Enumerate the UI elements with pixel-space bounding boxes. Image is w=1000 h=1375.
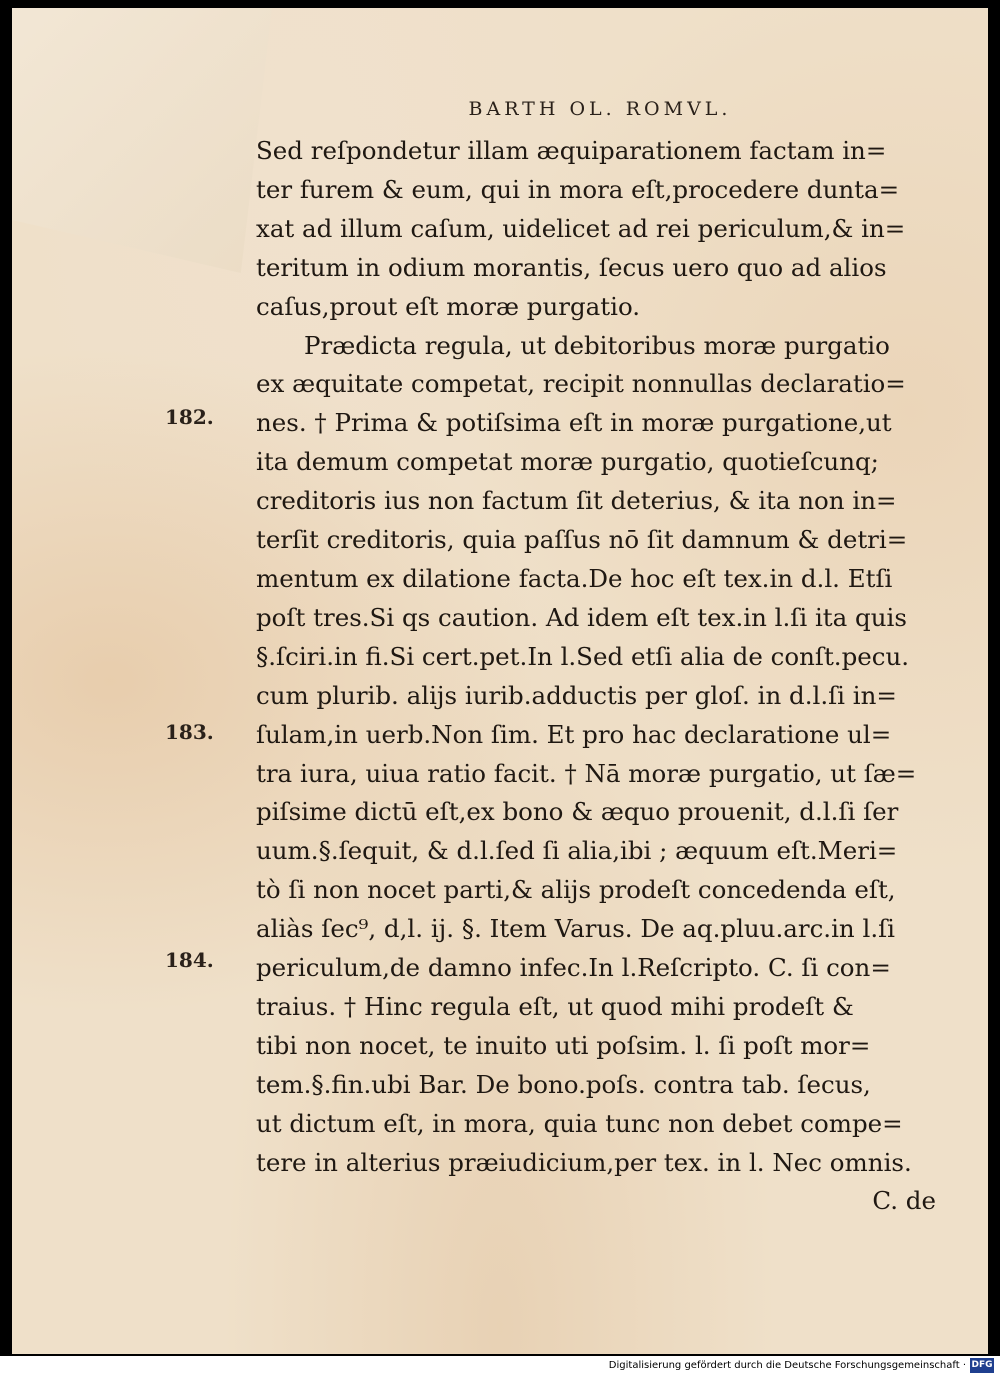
text-line: cum plurib. alijs iurib.adductis per gloſ. in d.l.ſi in= [256,680,897,710]
text-line: ut dictum eſt, in mora, quia tunc non debet compe= [256,1108,903,1138]
marginal-number-182: 182. [165,405,214,429]
text-line: caſus,prout eſt moræ purgatio. [256,291,641,321]
text-line: nes. † Prima & potiſsima eſt in moræ purgatione,ut [256,408,892,438]
text-line: piſsime dictū eſt,ex bono & æquo prouenit, d.l.ſi ſer [256,797,899,827]
text-line: ſulam,in uerb.Non ſim. Et pro hac declaratione ul= [256,719,892,749]
text-line: mentum ex dilatione facta.De hoc eſt tex.in d.l. Etſi [256,563,893,593]
text-line: tem.§.fin.ubi Bar. De bono.poſs. contra tab. ſecus, [256,1069,871,1099]
text-line: poſt tres.Si qs caution. Ad idem eſt tex.in l.ſi ita quis [256,602,907,632]
text-line: terſit creditoris, quia paſſus nō ſit damnum & detri= [256,525,908,555]
marginal-number-183: 183. [165,720,214,744]
text-line: ex æquitate competat, recipit nonnullas declaratio= [256,369,906,399]
text-line: tibi non nocet, te inuito uti poſsim. l. ſi poſt mor= [256,1030,871,1060]
text-line: Sed reſpondetur illam æquiparationem factam in= [256,136,887,165]
text-line: tra iura, uiua ratio facit. † Nā moræ purgatio, ut ſæ= [256,758,917,788]
text-line: §.ſciri.in fi.Si cert.pet.In l.Sed etſi alia de conſt.pecu. [256,641,910,671]
text-line: tò ſi non nocet parti,& alijs prodeſt concedenda eſt, [256,875,896,905]
folded-corner [12,8,272,273]
text-line: periculum,de damno infec.In l.Reſcripto. C. ſi con= [256,953,891,983]
text-line: xat ad illum caſum, uidelicet ad rei periculum,& in= [256,213,906,243]
body-text [256,132,936,1221]
text-line: ita demum competat moræ purgatio, quotieſcunq; [256,447,879,477]
text-line: creditoris ius non factum ſit deterius, & ita non in= [256,486,897,516]
text-line: ter furem & eum, qui in mora eſt,procedere dunta= [256,174,900,204]
text-line: aliàs ſec⁹, d,l. ij. §. Item Varus. De aq.pluu.arc.in l.ſi [256,914,896,944]
running-head: BARTH OL. ROMVL. [468,98,732,120]
dfg-logo: DFG [970,1358,994,1373]
text-line: Prædicta regula, ut debitoribus moræ purgatio [304,330,890,360]
text-line: tere in alterius præiudicium,per tex. in l. Nec omnis. [256,1147,912,1177]
text-line: uum.§.ſequit, & d.l.ſed ſi alia,ibi ; æquum eſt.Meri= [256,836,898,866]
catchword: C. de [872,1186,936,1216]
marginal-number-184: 184. [165,948,214,972]
digitization-credit: Digitalisierung gefördert durch die Deutsche Forschungsgemeinschaft · [0,1356,1000,1375]
text-line: teritum in odium morantis, ſecus uero quo ad alios [256,252,887,282]
text-line: traius. † Hinc regula eſt, ut quod mihi prodeſt & [256,991,854,1021]
